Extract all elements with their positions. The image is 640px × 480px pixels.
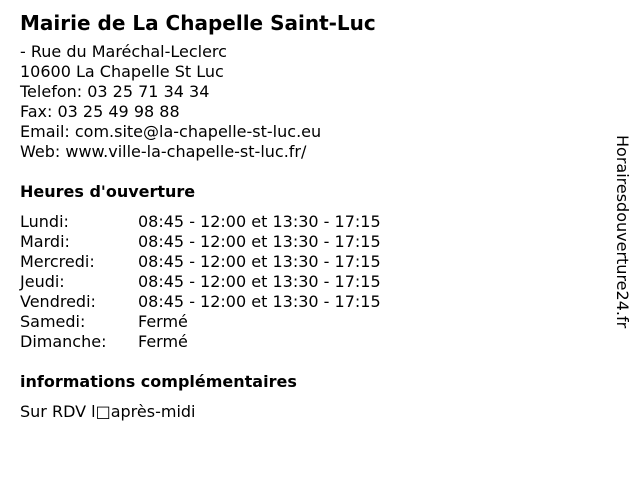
hours-heading: Heures d'ouverture [20,182,196,201]
hours-day: Jeudi: [20,272,65,291]
hours-row-sunday [20,332,600,352]
hours-day: Mercredi: [20,252,95,271]
address-city: 10600 La Chapelle St Luc [20,62,224,81]
hours-time: 08:45 - 12:00 et 13:30 - 17:15 [138,232,381,251]
hours-time: 08:45 - 12:00 et 13:30 - 17:15 [138,212,381,231]
hours-row-friday [20,292,600,312]
hours-row-saturday [20,312,600,332]
website-address: Web: www.ville-la-chapelle-st-luc.fr/ [20,142,307,161]
hours-time: Fermé [138,332,188,351]
hours-row-monday [20,212,600,232]
hours-table [20,212,600,352]
address-street: - Rue du Maréchal-Leclerc [20,42,227,61]
hours-day: Mardi: [20,232,70,251]
hours-time: 08:45 - 12:00 et 13:30 - 17:15 [138,252,381,271]
page-title: Mairie de La Chapelle Saint-Luc [20,11,376,35]
hours-day: Samedi: [20,312,86,331]
hours-day: Dimanche: [20,332,107,351]
info-text: Sur RDV l□après-midi [20,402,196,421]
hours-day: Vendredi: [20,292,96,311]
email-address: Email: com.site@la-chapelle-st-luc.eu [20,122,322,141]
mairie-info-card [20,10,600,422]
hours-day: Lundi: [20,212,69,231]
hours-row-tuesday [20,232,600,252]
fax-number: Fax: 03 25 49 98 88 [20,102,180,121]
hours-time: 08:45 - 12:00 et 13:30 - 17:15 [138,272,381,291]
hours-row-thursday [20,272,600,292]
hours-time: Fermé [138,312,188,331]
hours-time: 08:45 - 12:00 et 13:30 - 17:15 [138,292,381,311]
watermark: Horairesdouverture24.fr [613,135,632,329]
phone-number: Telefon: 03 25 71 34 34 [20,82,210,101]
address-block [20,42,600,162]
info-heading: informations complémentaires [20,372,297,391]
hours-row-wednesday [20,252,600,272]
